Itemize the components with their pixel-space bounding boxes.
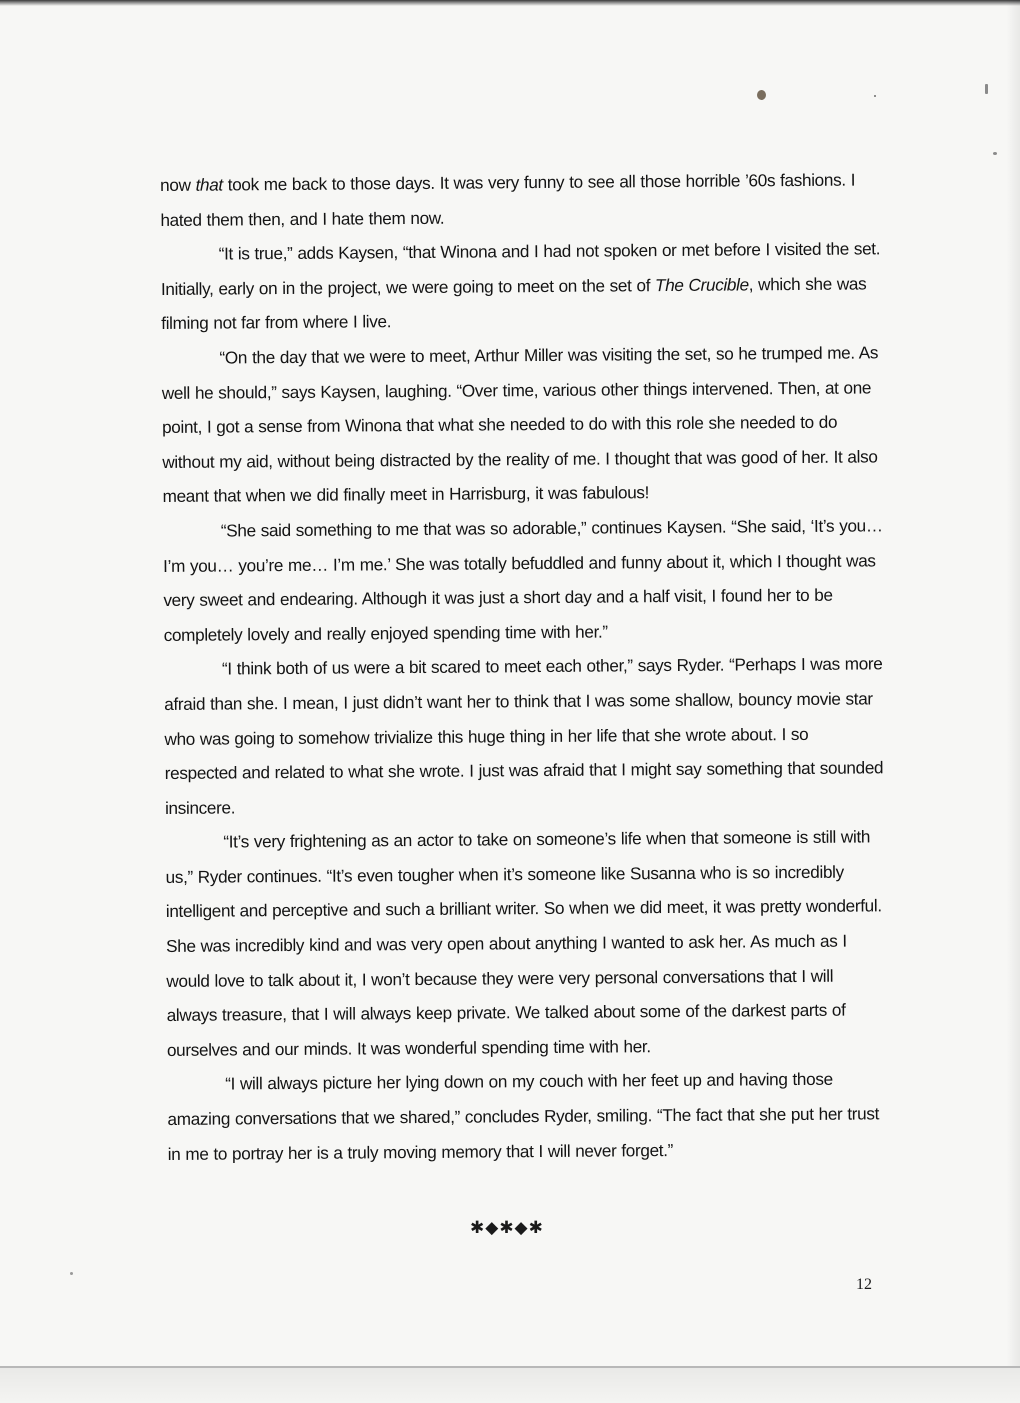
scan-top-edge bbox=[0, 0, 1020, 6]
scan-right-shade bbox=[1006, 0, 1020, 1366]
scan-bottom-shade bbox=[0, 1368, 1020, 1403]
film-title: The Crucible bbox=[654, 274, 749, 295]
scan-speck bbox=[70, 1272, 73, 1275]
article-body bbox=[160, 162, 888, 1171]
paragraph-1: now that took me back to those days. It was very funny to see all those horrible ’60s fashions. I hated them then, and I hate them now. bbox=[160, 169, 856, 230]
scan-speck bbox=[757, 90, 766, 100]
paragraph-4: “She said something to me that was so adorable,” continues Kaysen. “She said, ‘It’s you… I’m you… you’re me… I’m me.’ She was totally befuddled and funny about it, which I thought was very sweet and endearing. Although it was just a short day and a half visit, I found her to be completely lovely and really enjoyed spending time with her.” bbox=[163, 515, 883, 645]
scan-speck bbox=[993, 152, 997, 155]
paragraph-7: “I will always picture her lying down on my couch with her feet up and having those amazing conversations that we shared,” concludes Ryder, smiling. “The fact that she put her trust in me to portray her is a truly moving memory that I will never forget.” bbox=[167, 1069, 880, 1164]
paragraph-3: “On the day that we were to meet, Arthur Miller was visiting the set, so he trumped me. As well he should,” says Kaysen, laughing. “Over time, various other things intervened. Then, at one point, I got a sense from Winona that what she needed to do with this role she needed to do without my aid, without being distracted by the reality of me. I thought that was good of her. It also meant that when we did finally meet in Harrisburg, it was fabulous! bbox=[161, 342, 879, 507]
paragraph-6: “It’s very frightening as an actor to take on someone’s life when that someone is still with us,” Ryder continues. “It’s even tougher when it’s someone like Susanna who is so incredibly intelligent and perceptive and such a brilliant writer. So when we did meet, it was pretty wonderful. She was incredibly kind and was very open about anything I wanted to ask her. As much as I would love to talk about it, I won’t because they were very personal conversations that I will always treasure, that I will always keep private. We talked about some of the darkest parts of ourselves and our minds. It was wonderful spending time with her. bbox=[165, 826, 882, 1060]
page-number: 12 bbox=[856, 1276, 872, 1293]
emphasis-text: that bbox=[195, 174, 223, 195]
section-break-ornament: ✱◆✱◆✱ bbox=[470, 1218, 544, 1238]
scan-speck bbox=[874, 95, 876, 97]
scan-speck bbox=[985, 84, 988, 94]
paragraph-5: “I think both of us were a bit scared to meet each other,” says Ryder. “Perhaps I was more afraid than she. I mean, I just didn’t want her to think that I was some shallow, bouncy movie star who was going to somehow trivialize this huge thing in her life that she wrote about. I so respected and related to what she wrote. I just was afraid that I might say something that sounded insincere. bbox=[164, 653, 884, 818]
paragraph-2: “It is true,” adds Kaysen, “that Winona and I had not spoken or met before I visited the set. Initially, early on in the project, we were going to meet on the set of The Crucible, which she was filming not far from where I live. bbox=[160, 238, 881, 334]
